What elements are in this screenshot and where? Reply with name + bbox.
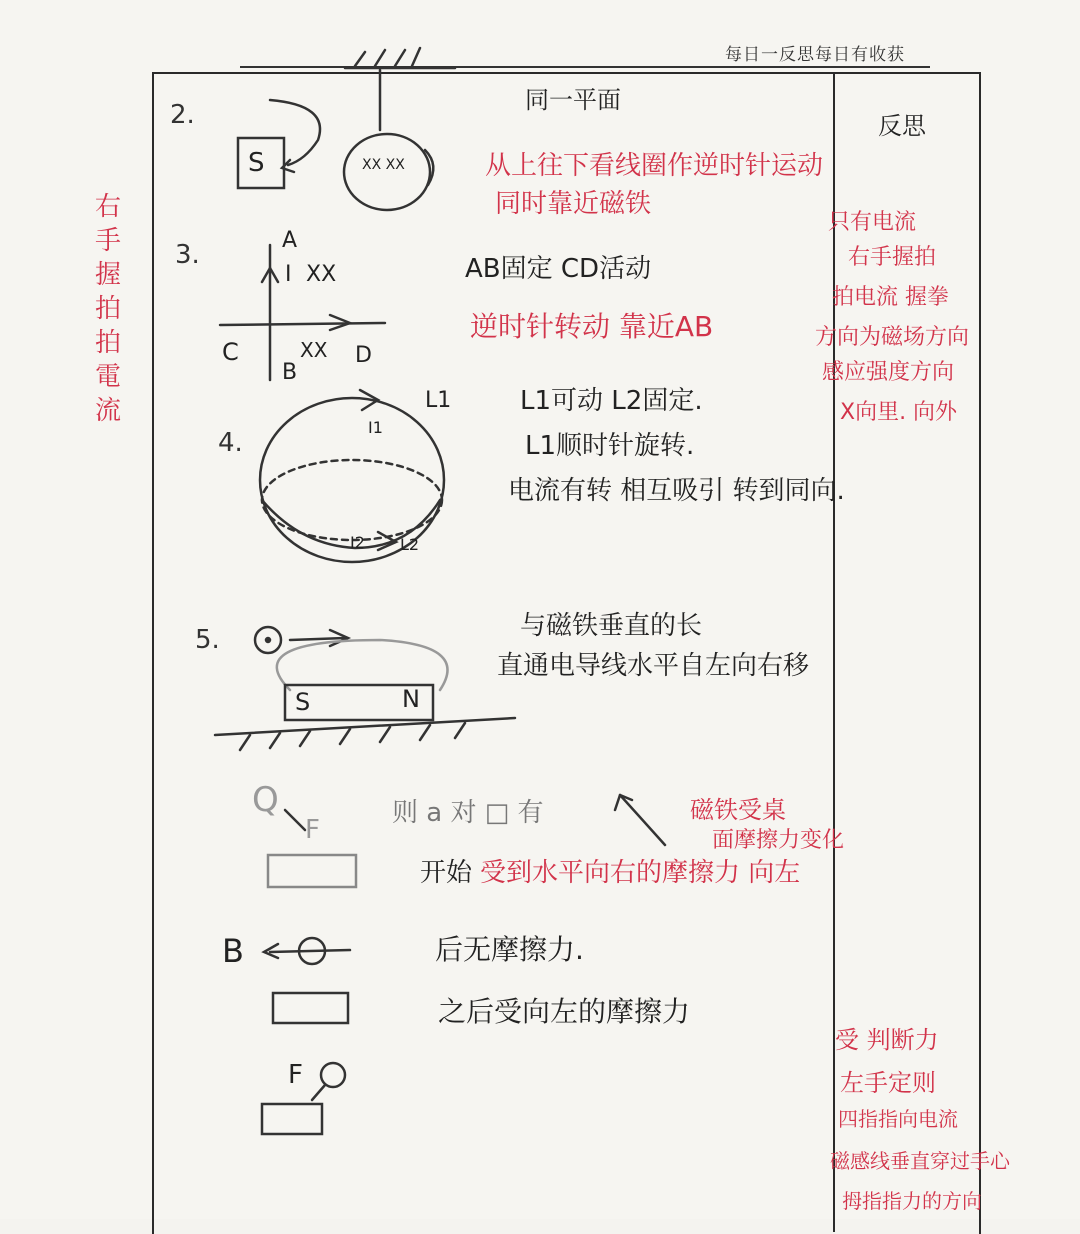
magnet-field-arc <box>270 100 320 165</box>
reflect-1: 只有电流 <box>828 210 917 235</box>
page-header: 每日一反思每日有收获 <box>725 45 905 65</box>
p2-note-2: 同时靠近磁铁 <box>495 189 652 219</box>
reflect-12: 磁感线垂直穿过手心 <box>830 1149 1010 1173</box>
after-note: 之后受向左的摩擦力 <box>438 995 691 1028</box>
field-loop <box>277 640 448 690</box>
surface-hatch <box>420 725 430 740</box>
p3-cross-top: XX <box>306 262 337 287</box>
reflect-10: 左手定则 <box>840 1069 936 1097</box>
reflect-11: 四指指向电流 <box>838 1107 958 1131</box>
block-c <box>262 1104 322 1134</box>
p4-label-i1: I1 <box>368 418 383 437</box>
wire-dot <box>266 638 270 642</box>
wire-cd <box>220 323 385 325</box>
p3-label-d: D <box>355 343 372 368</box>
p5-magnet-s: S <box>295 688 311 716</box>
p3-cross-bottom: XX <box>300 338 328 362</box>
surface-hatch <box>455 723 465 738</box>
p4-number: 4. <box>218 428 243 458</box>
p3-label-i: I <box>285 262 292 287</box>
p5-arrow-line <box>290 638 345 640</box>
f-label: F <box>305 815 320 845</box>
reflection-title: 反思 <box>878 112 926 140</box>
start-note-red: 受到水平向右的摩擦力 向左 <box>480 858 801 888</box>
p3-note-2: 逆时针转动 靠近AB <box>470 310 714 343</box>
surface-hatch <box>300 731 310 746</box>
p5-number: 5. <box>195 625 220 655</box>
reflect-5: 感应强度方向 <box>822 360 955 385</box>
reflect-6: X向里. 向外 <box>840 400 958 425</box>
hatch <box>395 50 405 66</box>
f2-label: F <box>288 1060 303 1090</box>
arrow-l2 <box>378 532 396 550</box>
reflect-7: 磁铁受桌 <box>690 796 786 824</box>
reflect-13: 拇指指力的方向 <box>842 1189 982 1213</box>
f2-arrow <box>312 1085 325 1100</box>
no-friction-note: 后无摩擦力. <box>435 933 584 966</box>
reflect-3: 拍电流 握拳 <box>832 285 949 310</box>
p5-note-1: 与磁铁垂直的长 <box>520 611 703 641</box>
b-label: B <box>222 932 244 970</box>
reflect-8: 面摩擦力变化 <box>712 828 845 853</box>
reflect-9: 受 判断力 <box>835 1026 939 1054</box>
p4-note-2: L1顺时针旋转. <box>525 431 695 461</box>
diag-arrow <box>620 795 665 845</box>
p5-note-2: 直通电导线水平自左向右移 <box>497 651 810 681</box>
p3-label-a: A <box>282 228 298 253</box>
p5-magnet-n: N <box>402 685 420 713</box>
hatch <box>355 52 365 66</box>
hatch <box>412 48 420 66</box>
hatch <box>375 50 385 66</box>
p4-note-1: L1可动 L2固定. <box>520 386 703 416</box>
p3-number: 3. <box>175 240 200 270</box>
surface-hatch <box>240 735 250 750</box>
b-line <box>270 950 350 952</box>
p3-note-1: AB固定 CD活动 <box>465 254 652 284</box>
block-a <box>268 855 356 887</box>
surface-hatch <box>380 727 390 742</box>
q-label: Q <box>252 780 279 820</box>
p3-label-c: C <box>222 338 239 366</box>
block-b <box>273 993 348 1023</box>
start-note-black: 开始 <box>420 858 473 888</box>
p2-number: 2. <box>170 100 195 130</box>
p4-label-i2: I2 <box>350 533 365 552</box>
p4-label-l2: L2 <box>400 535 420 554</box>
q-arrow <box>285 810 305 830</box>
surface-hatch <box>340 729 350 744</box>
p4-note-3: 电流有转 相互吸引 转到同向. <box>508 476 845 506</box>
side-note: 右手握拍拍電流 <box>94 192 121 426</box>
surface-hatch <box>270 733 280 748</box>
reflect-4: 方向为磁场方向 <box>815 325 970 350</box>
rule-note: 则 a 对 □ 有 <box>392 798 544 828</box>
diag-arrowhead <box>615 795 632 810</box>
p2-coil-label: XX XX <box>362 157 405 173</box>
f2-circle <box>321 1063 345 1087</box>
p4-label-l1: L1 <box>425 388 452 413</box>
p2-note-1: 从上往下看线圈作逆时针运动 <box>485 151 824 181</box>
page-title: 同一平面 <box>525 86 621 114</box>
p2-magnet-label: S <box>248 148 265 178</box>
p3-label-b: B <box>282 360 298 385</box>
reflect-2: 右手握拍 <box>848 245 937 270</box>
